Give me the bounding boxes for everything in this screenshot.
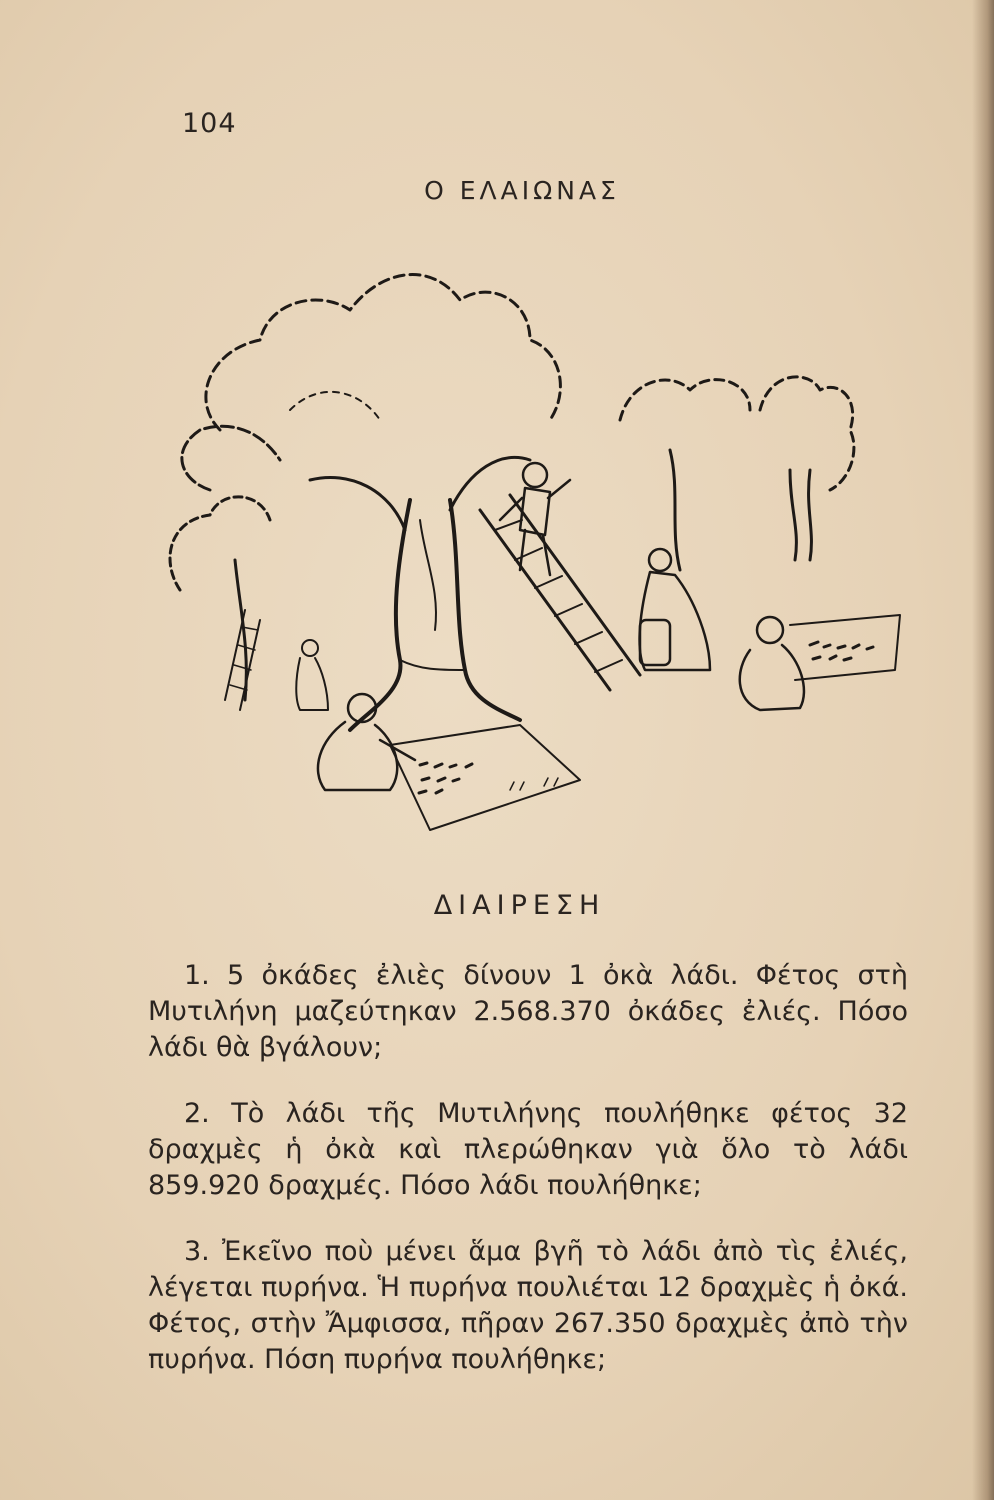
problem-list: [148, 958, 908, 1408]
section-heading: ΔΙΑΙΡΕΣΗ: [433, 890, 606, 921]
page-number: 104: [182, 108, 237, 139]
page-spine-shadow: [972, 0, 994, 1500]
problem-item: 1. 5 ὀκάδες ἐλιὲς δίνουν 1 ὀκὰ λάδι. Φέτος στὴ Μυτιλήνη μαζεύτηκαν 2.568.370 ὀκάδες ἐλιές. Πόσο λάδι θὰ βγάλουν;: [148, 960, 908, 1063]
illustration-caption: Ο ΕΛΑΙΩΝΑΣ: [424, 176, 620, 205]
olive-harvest-illustration: [150, 230, 910, 840]
problem-item: 3. Ἐκεῖνο ποὺ μένει ἅμα βγῆ τὸ λάδι ἀπὸ τὶς ἐλιές, λέγεται πυρήνα. Ἡ πυρήνα πουλιέται 12 δραχμὲς ἡ ὀκά. Φέτος, στὴν Ἄμφισσα, πῆραν 267.350 δραχμὲς ἀπὸ τὴν πυρήνα. Πόση πυρήνα πουλήθηκε;: [148, 1236, 908, 1375]
problem-item: 2. Τὸ λάδι τῆς Μυτιλήνης πουλήθηκε φέτος 32 δραχμὲς ἡ ὀκὰ καὶ πλερώθηκαν γιὰ ὅλο τὸ λάδι 859.920 δραχμές. Πόσο λάδι πουλήθηκε;: [148, 1098, 908, 1201]
